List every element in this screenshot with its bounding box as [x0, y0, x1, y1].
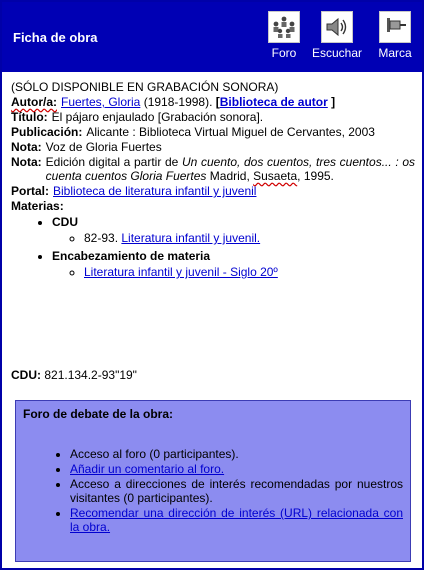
- publication-label: Publicación:: [11, 125, 83, 139]
- portal-row: [11, 184, 415, 198]
- pushpin-icon: [379, 11, 411, 43]
- forum-button-label: Foro: [271, 46, 297, 60]
- list-item: [84, 265, 415, 279]
- subjects-label: Materias:: [11, 199, 64, 213]
- title-value: El pájaro enjaulado [Grabación sonora].: [51, 110, 264, 124]
- cdu-label: CDU:: [11, 368, 41, 382]
- title-row: [11, 110, 415, 124]
- list-item: [52, 249, 415, 279]
- list-item: [70, 462, 403, 476]
- availability-note: (SÓLO DISPONIBLE EN GRABACIÓN SONORA): [11, 80, 279, 94]
- subjects-row: [11, 199, 415, 213]
- listen-button-label: Escuchar: [311, 46, 363, 60]
- list-item: [52, 215, 415, 245]
- recommended-links-text: Acceso a direcciones de interés recomendadas por nuestros visitantes (0 participantes).: [70, 477, 403, 505]
- subject-heading-link[interactable]: Literatura infantil y juvenil - Siglo 20º: [84, 265, 278, 279]
- bookmark-button-label: Marca: [378, 46, 412, 60]
- edition-note-label: Nota:: [11, 155, 42, 169]
- cdu-row: [11, 368, 137, 382]
- portal-link[interactable]: Biblioteca de literatura infantil y juvenil: [53, 184, 257, 198]
- forum-title: Foro de debate de la obra:: [23, 407, 174, 421]
- author-label: Autor/a:: [11, 95, 57, 109]
- title-label: Título:: [11, 110, 48, 124]
- note-label: Nota:: [11, 140, 42, 154]
- publication-row: [11, 125, 415, 139]
- cdu-heading: CDU: [52, 215, 78, 229]
- subjects-list: [11, 215, 415, 279]
- list-item: [70, 506, 403, 534]
- author-link[interactable]: Fuertes, Gloria: [61, 95, 141, 109]
- author-dates: (1918-1998).: [143, 95, 213, 109]
- list-item: ◦ 82-93. Literatura infantil y juvenil.: [84, 231, 415, 245]
- note-value: Voz de Gloria Fuertes: [45, 140, 162, 154]
- note-row: [11, 140, 415, 154]
- list-item: [70, 477, 403, 505]
- cdu-subject-link[interactable]: Literatura infantil y juvenil.: [121, 231, 261, 245]
- forum-button[interactable]: [258, 11, 310, 60]
- publication-value: Alicante : Biblioteca Virtual Miguel de Cervantes, 2003: [86, 125, 375, 139]
- cdu-value: 821.134.2-93"19": [44, 368, 137, 382]
- list-item: [70, 447, 403, 461]
- speaker-icon: [321, 11, 353, 43]
- recommend-url-link[interactable]: Recomendar una dirección de interés (URL) relacionada con la obra.: [70, 506, 403, 534]
- header-bar: [2, 2, 422, 72]
- bookmark-button[interactable]: [369, 11, 421, 60]
- page-title: Ficha de obra: [13, 30, 98, 45]
- add-comment-link[interactable]: Añadir un comentario al foro.: [70, 462, 225, 476]
- edition-note-row: [11, 155, 415, 183]
- portal-label: Portal:: [11, 184, 50, 198]
- forum-access-text: Acceso al foro (0 participantes).: [70, 447, 239, 461]
- forum-list: [16, 447, 403, 534]
- forum-panel: [15, 400, 411, 562]
- subject-heading-title: Encabezamiento de materia: [52, 249, 211, 263]
- edition-note-value: Edición digital a partir de Un cuento, dos cuentos, tres cuentos... : os cuenta cuentos Gloria Fuertes Madrid, Susaeta, 1995.: [45, 155, 416, 183]
- author-library-link[interactable]: Biblioteca de autor: [219, 95, 328, 109]
- forum-people-icon: [268, 11, 300, 43]
- author-row: Autor/a: Fuertes, Gloria (1918-1998). [Biblioteca de autor ]: [11, 95, 336, 109]
- listen-button[interactable]: [311, 11, 363, 60]
- record-details: [11, 80, 415, 283]
